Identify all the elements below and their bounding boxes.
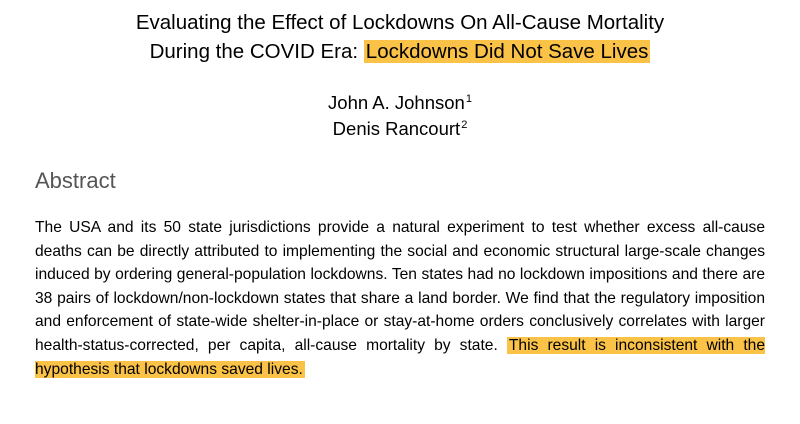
author-2: [0, 116, 800, 142]
title-line-2: [0, 37, 800, 66]
abstract-highlight: This result is inconsistent with the hypothesis that lockdowns saved lives.: [35, 336, 765, 378]
paper-title: [0, 8, 800, 66]
abstract-heading: Abstract: [35, 168, 116, 193]
title-line-1: Evaluating the Effect of Lockdowns On All-Cause Mortality: [135, 11, 665, 34]
title-line-2-prefix: During the COVID Era:: [149, 40, 364, 63]
author-2-affiliation: 2: [461, 119, 468, 131]
abstract-text: The USA and its 50 state jurisdictions provide a natural experiment to test whether excess all-cause deaths can be directly attributed to implementing the social and economic structural large-scale changes induced by ordering general-population lockdowns. Ten states had no lockdown impositions and there are 38 pairs of lockdown/non-lockdown states that share a land border. We find that the regulatory imposition and enforcement of state-wide shelter-in-place or stay-at-home orders conclusively correlates with larger health-status-corrected, per capita, all-cause mortality by state.: [35, 219, 765, 354]
author-1-name: John A. Johnson: [328, 92, 465, 113]
title-highlight: Lockdowns Did Not Save Lives: [365, 40, 649, 63]
author-1-affiliation: 1: [465, 93, 472, 105]
author-2-name: Denis Rancourt: [332, 118, 461, 139]
author-list: [0, 90, 800, 142]
abstract-body: [35, 216, 765, 381]
author-1: [0, 90, 800, 116]
